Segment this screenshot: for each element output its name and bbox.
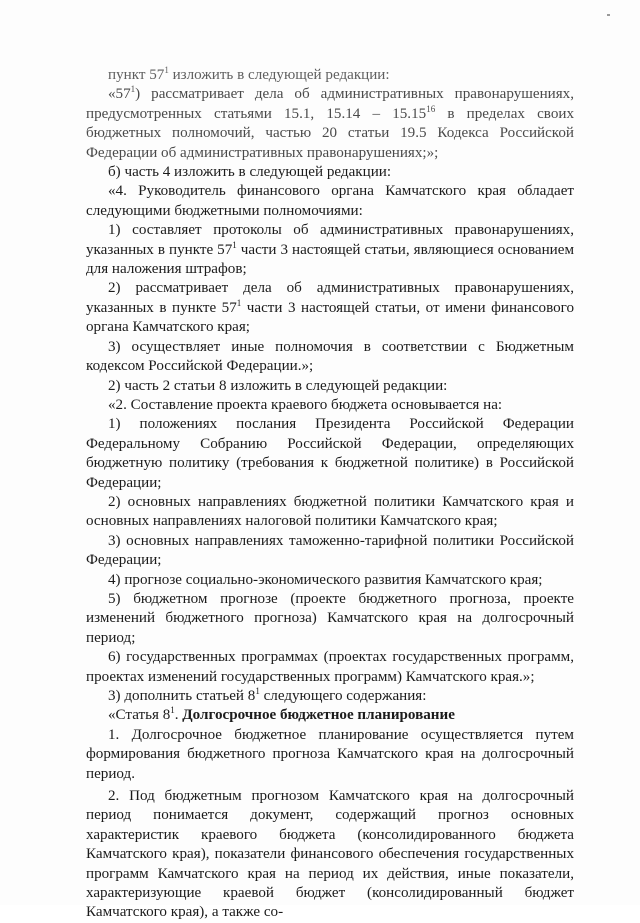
paragraph-14: 5) бюджетном прогнозе (проекте бюджетного прогноза, проекте изменений бюджетного прогноза) Камчатского края на долгосрочный период; (86, 590, 574, 646)
paragraph-11: 2) основных направлениях бюджетной политики Камчатского края и основных направлениях налоговой политики Камчатского края; (86, 493, 574, 530)
paragraph-2: «$57^1$) рассматривает дела об административных правонарушениях, предусмотренных статьями 15.1, 15.14 – 15.15$^{16}$ в пределах своих бюджетных полномочий, частью 20 статьи 19.5 Кодекса Российской Федерации об административных правонарушениях;»; (86, 84, 575, 161)
paragraph-13: 4) прогнозе социально-экономического развития Камчатского края; (108, 571, 543, 588)
paragraph-9: «2. Составление проекта краевого бюджета основывается на: (108, 396, 503, 413)
paragraph-19: 2. Под бюджетным прогнозом Камчатского края на долгосрочный период понимается документ, содержащий прогноз основных характеристик краевого бюджета (консолидированного бюджета Камчатского края), показатели финансового обеспечения государственных программ Камчатского края на период их действия, иные показатели, характеризующие краевой бюджет (консолидированный бюджет Камчатского края), а также со- (86, 788, 574, 921)
paragraph-1: пункт $57^1$ изложить в следующей редакции: (108, 64, 390, 83)
paragraph-8: 2) часть 2 статьи 8 изложить в следующей редакции: (108, 377, 448, 394)
paragraph-10: 1) положениях послания Президента Российской Федерации Федеральному Собранию Российской Федерации, определяющих бюджетную политику (требования к бюджетной политике) в Российской Федерации; (86, 416, 574, 491)
article-title: Долгосрочное бюджетное планирование (182, 707, 455, 724)
paragraph-18: 1. Долгосрочное бюджетное планирование осуществляется путем формирования бюджетного прогноза Камчатского края на долгосрочный период. (86, 726, 574, 782)
paragraph-3: б) часть 4 изложить в следующей редакции: (108, 164, 392, 181)
paragraph-16: 3) дополнить статьей $8^1$ следующего содержания: (108, 685, 427, 704)
paragraph-4: «4. Руководитель финансового органа Камчатского края обладает следующими бюджетными полномочиями: (86, 183, 574, 219)
article-heading: «Статья $8^1$. Долгосрочное бюджетное планирование (108, 705, 455, 724)
paragraph-15: 6) государственных программах (проектах государственных программ, проектах изменений государственных программ) Камчатского края.»; (86, 649, 574, 685)
paragraph-12: 3) основных направлениях таможенно-тарифной политики Российской Федерации; (86, 532, 574, 569)
paragraph-6: 2) рассматривает дела об административных правонарушениях, указанных в пункте $57^1$ части 3 настоящей статьи, от имени финансового органа Камчатского края; (86, 280, 574, 336)
paragraph-7: 3) осуществляет иные полномочия в соответствии с Бюджетным кодексом Российской Федерации.»; (86, 338, 574, 375)
paragraph-5: 1) составляет протоколы об административных правонарушениях, указанных в пункте $57^1$ части 3 настоящей статьи, являющиеся основанием для наложения штрафов; (86, 222, 574, 278)
scan-artifact (607, 14, 610, 16)
